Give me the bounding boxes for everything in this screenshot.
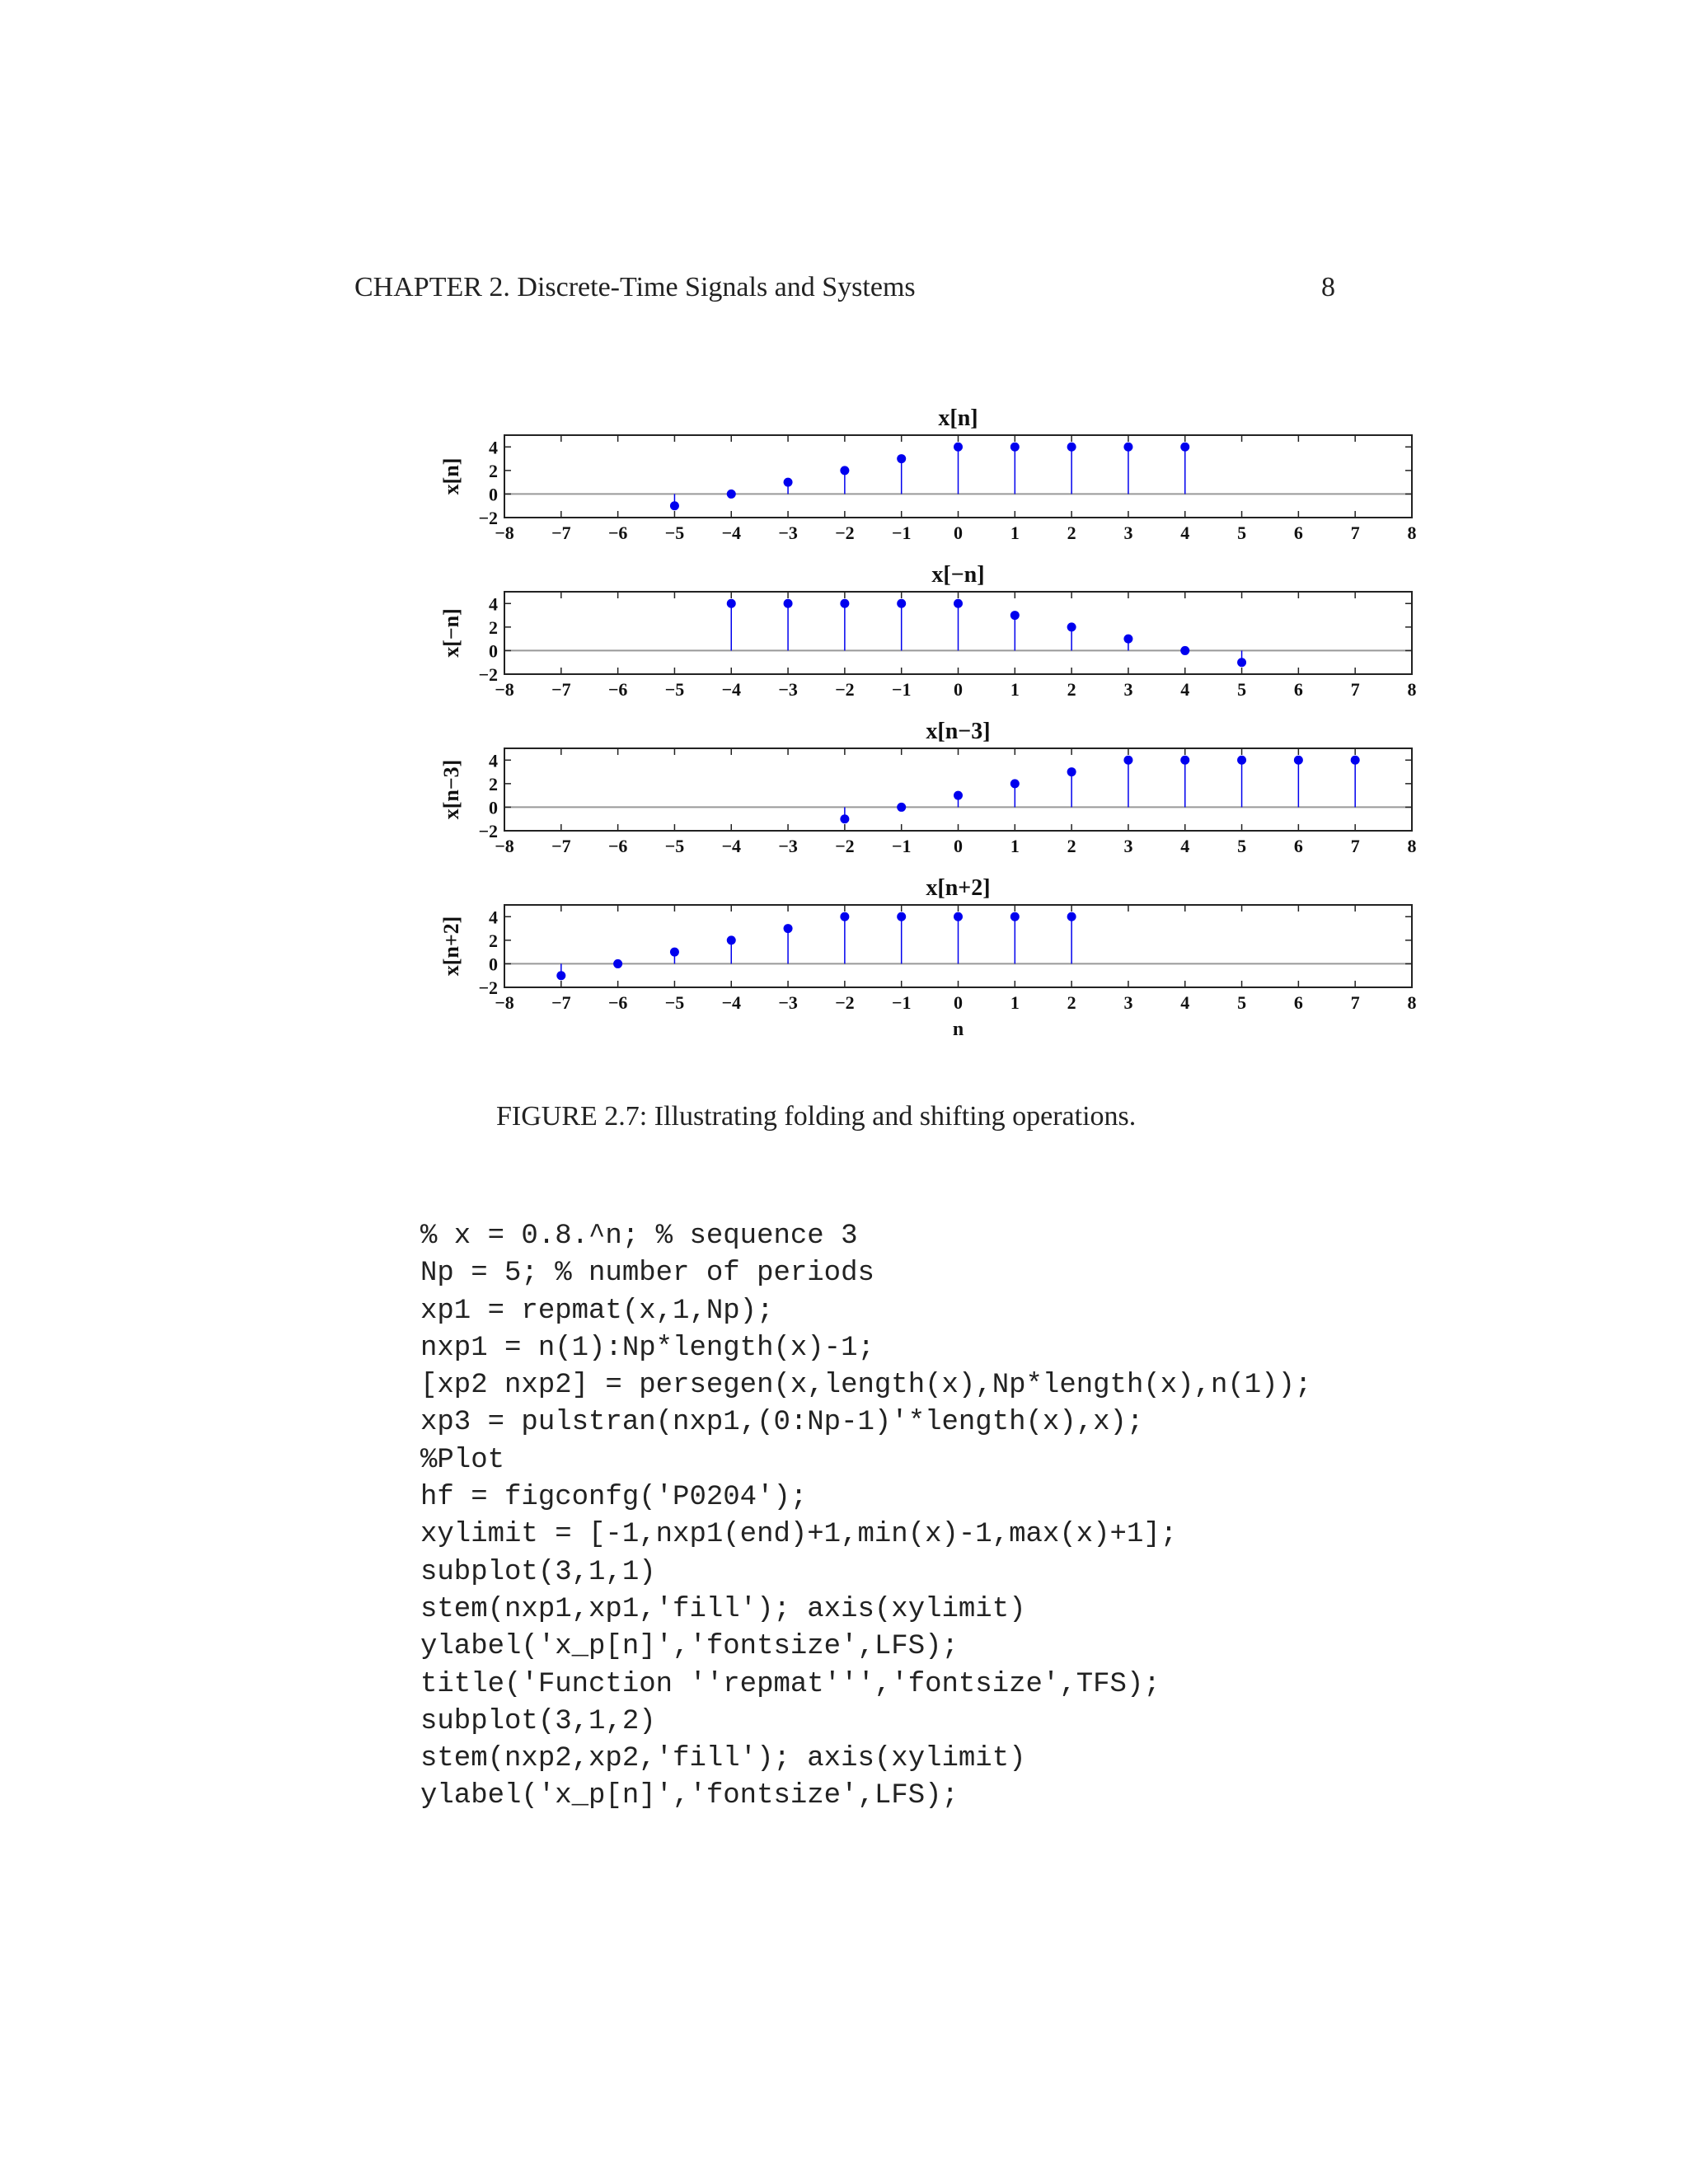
- stem-point: [1067, 767, 1076, 776]
- stem-point: [954, 791, 963, 800]
- code-line: title('Function ''repmat''','fontsize',TFS);: [420, 1668, 1160, 1700]
- x-tick-label: −6: [607, 679, 628, 700]
- stem-point: [1010, 779, 1020, 788]
- x-tick-label: −2: [835, 836, 855, 856]
- y-tick-label: 0: [489, 954, 498, 975]
- x-tick-label: 0: [954, 992, 963, 1013]
- x-tick-label: −5: [664, 679, 685, 700]
- stem-point: [1067, 443, 1076, 452]
- code-line: stem(nxp2,xp2,'fill'); axis(xylimit): [420, 1743, 1026, 1775]
- x-tick-label: 1: [1010, 679, 1020, 700]
- stem-point: [1351, 756, 1360, 765]
- x-tick-label: 8: [1407, 836, 1417, 856]
- x-tick-label: 0: [954, 836, 963, 856]
- x-tick-label: 4: [1180, 992, 1190, 1013]
- x-tick-label: −5: [664, 992, 685, 1013]
- x-tick-label: 0: [954, 679, 963, 700]
- x-tick-label: 3: [1123, 523, 1133, 543]
- stem-point: [1180, 443, 1189, 452]
- x-tick-label: −1: [891, 523, 912, 543]
- x-tick-label: −2: [835, 992, 855, 1013]
- y-tick-label: 0: [489, 640, 498, 662]
- stem-point: [1180, 646, 1189, 655]
- y-tick-label: 4: [489, 750, 498, 771]
- code-listing: [420, 1218, 1311, 1816]
- x-tick-label: 2: [1067, 836, 1076, 856]
- stem-point: [840, 912, 849, 921]
- x-tick-label: −8: [495, 992, 514, 1013]
- stem-point: [1237, 756, 1246, 765]
- x-tick-label: 5: [1237, 679, 1247, 700]
- x-tick-label: 1: [1010, 836, 1020, 856]
- x-tick-label: 6: [1293, 679, 1303, 700]
- stem-point: [784, 599, 793, 608]
- x-tick-label: 3: [1123, 992, 1133, 1013]
- y-tick-label: 2: [489, 930, 498, 951]
- stem-point: [727, 599, 736, 608]
- stem-point: [727, 935, 736, 944]
- stem-point: [1010, 443, 1020, 452]
- x-tick-label: 6: [1293, 523, 1303, 543]
- x-tick-label: −4: [721, 836, 742, 856]
- stem-point: [954, 599, 963, 608]
- stem-point: [1010, 912, 1020, 921]
- stem-plot-1: [439, 405, 1417, 543]
- stem-point: [840, 814, 849, 823]
- x-tick-label: 8: [1407, 523, 1417, 543]
- x-tick-label: −8: [495, 836, 514, 856]
- x-tick-label: −3: [778, 679, 798, 700]
- x-tick-label: 8: [1407, 679, 1417, 700]
- x-tick-label: 2: [1067, 992, 1076, 1013]
- stem-point: [727, 490, 736, 499]
- x-tick-label: 1: [1010, 992, 1020, 1013]
- stem-plot-3: [439, 719, 1417, 856]
- x-tick-label: 5: [1237, 836, 1247, 856]
- code-line: subplot(3,1,2): [420, 1705, 656, 1737]
- x-tick-label: 3: [1123, 836, 1133, 856]
- x-tick-label: −1: [891, 836, 912, 856]
- stem-point: [840, 599, 849, 608]
- y-tick-label: 0: [489, 797, 498, 818]
- code-line: % x = 0.8.^n; % sequence 3: [420, 1221, 858, 1252]
- y-tick-label: −2: [478, 664, 498, 685]
- x-tick-label: −4: [721, 523, 742, 543]
- stem-point: [1067, 622, 1076, 631]
- y-tick-label: 2: [489, 616, 498, 638]
- stem-point: [1067, 912, 1076, 921]
- y-axis-label: x[n+2]: [439, 916, 463, 977]
- x-tick-label: 7: [1350, 992, 1360, 1013]
- x-tick-label: −2: [835, 679, 855, 700]
- stem-plot-4: [439, 875, 1417, 1013]
- stem-point: [556, 971, 565, 980]
- y-tick-label: 2: [489, 773, 498, 794]
- x-tick-label: −4: [721, 679, 742, 700]
- code-line: xylimit = [-1,nxp1(end)+1,min(x)-1,max(x)+1];: [420, 1519, 1178, 1551]
- code-line: xp1 = repmat(x,1,Np);: [420, 1295, 774, 1327]
- stem-point: [1123, 756, 1132, 765]
- stem-point: [784, 924, 793, 933]
- stem-plots-figure: [0, 0, 1688, 1071]
- x-tick-label: −7: [551, 836, 571, 856]
- y-tick-label: −2: [478, 821, 498, 841]
- stem-point: [954, 443, 963, 452]
- y-tick-label: 4: [489, 437, 498, 458]
- stem-point: [897, 803, 906, 812]
- plot-title: x[n−3]: [926, 719, 991, 744]
- stem-point: [897, 599, 906, 608]
- x-tick-label: 6: [1293, 836, 1303, 856]
- plot-title: x[n]: [938, 405, 978, 431]
- stem-point: [1180, 756, 1189, 765]
- x-tick-label: −5: [664, 836, 685, 856]
- x-tick-label: −3: [778, 836, 798, 856]
- plot-title: x[−n]: [931, 562, 985, 588]
- x-tick-label: 1: [1010, 523, 1020, 543]
- stem-point: [1123, 635, 1132, 644]
- x-tick-label: −5: [664, 523, 685, 543]
- stem-point: [897, 454, 906, 463]
- stem-point: [670, 501, 679, 510]
- chapter-title: CHAPTER 2. Discrete-Time Signals and Systems: [354, 272, 916, 302]
- code-line: xp3 = pulstran(nxp1,(0:Np-1)'*length(x),x);: [420, 1407, 1144, 1439]
- plot-title: x[n+2]: [926, 875, 991, 901]
- stem-point: [613, 959, 622, 968]
- code-line: hf = figconfg('P0204');: [420, 1482, 808, 1514]
- x-tick-label: −6: [607, 523, 628, 543]
- x-tick-label: 7: [1350, 523, 1360, 543]
- x-tick-label: −3: [778, 992, 798, 1013]
- code-line: nxp1 = n(1):Np*length(x)-1;: [420, 1332, 874, 1364]
- stem-point: [897, 912, 906, 921]
- x-tick-label: −6: [607, 992, 628, 1013]
- y-axis-label: x[n−3]: [439, 759, 463, 820]
- code-line: ylabel('x_p[n]','fontsize',LFS);: [420, 1780, 959, 1812]
- x-tick-label: −3: [778, 523, 798, 543]
- x-tick-label: −8: [495, 523, 514, 543]
- y-tick-label: 2: [489, 460, 498, 481]
- x-tick-label: 8: [1407, 992, 1417, 1013]
- code-line: ylabel('x_p[n]','fontsize',LFS);: [420, 1631, 959, 1663]
- y-tick-label: 4: [489, 593, 498, 615]
- stem-point: [954, 912, 963, 921]
- y-axis-label: x[−n]: [439, 608, 463, 658]
- code-line: subplot(3,1,1): [420, 1556, 656, 1588]
- x-tick-label: 4: [1180, 523, 1190, 543]
- stem-point: [784, 478, 793, 487]
- x-tick-label: −1: [891, 679, 912, 700]
- x-tick-label: −8: [495, 679, 514, 700]
- x-tick-label: −7: [551, 679, 571, 700]
- stem-point: [1294, 756, 1303, 765]
- x-tick-label: 7: [1350, 679, 1360, 700]
- x-tick-label: 5: [1237, 992, 1247, 1013]
- x-tick-label: 6: [1293, 992, 1303, 1013]
- x-tick-label: −6: [607, 836, 628, 856]
- x-tick-label: 4: [1180, 836, 1190, 856]
- y-axis-label: x[n]: [439, 457, 463, 495]
- x-tick-label: −7: [551, 992, 571, 1013]
- x-tick-label: 0: [954, 523, 963, 543]
- y-tick-label: 4: [489, 907, 498, 928]
- code-line: stem(nxp1,xp1,'fill'); axis(xylimit): [420, 1593, 1026, 1625]
- x-tick-label: −1: [891, 992, 912, 1013]
- stem-point: [670, 948, 679, 957]
- code-line: [xp2 nxp2] = persegen(x,length(x),Np*length(x),n(1));: [420, 1370, 1312, 1402]
- x-axis-label: n: [952, 1019, 964, 1040]
- stem-plot-2: [439, 562, 1417, 700]
- x-tick-label: 5: [1237, 523, 1247, 543]
- figure-caption: FIGURE 2.7: Illustrating folding and shifting operations.: [496, 1101, 1137, 1132]
- x-tick-label: 4: [1180, 679, 1190, 700]
- code-line: %Plot: [420, 1444, 505, 1476]
- stem-point: [840, 466, 849, 475]
- code-line: Np = 5; % number of periods: [420, 1258, 874, 1290]
- y-tick-label: −2: [478, 977, 498, 998]
- stem-point: [1010, 611, 1020, 620]
- y-tick-label: 0: [489, 484, 498, 505]
- y-tick-label: −2: [478, 508, 498, 528]
- x-tick-label: 2: [1067, 523, 1076, 543]
- stem-point: [1123, 443, 1132, 452]
- x-tick-label: 7: [1350, 836, 1360, 856]
- x-tick-label: −7: [551, 523, 571, 543]
- x-tick-label: 3: [1123, 679, 1133, 700]
- page-number: 8: [1321, 272, 1335, 302]
- x-tick-label: 2: [1067, 679, 1076, 700]
- stem-point: [1237, 658, 1246, 667]
- x-tick-label: −4: [721, 992, 742, 1013]
- plot-frame: [504, 748, 1412, 831]
- x-tick-label: −2: [835, 523, 855, 543]
